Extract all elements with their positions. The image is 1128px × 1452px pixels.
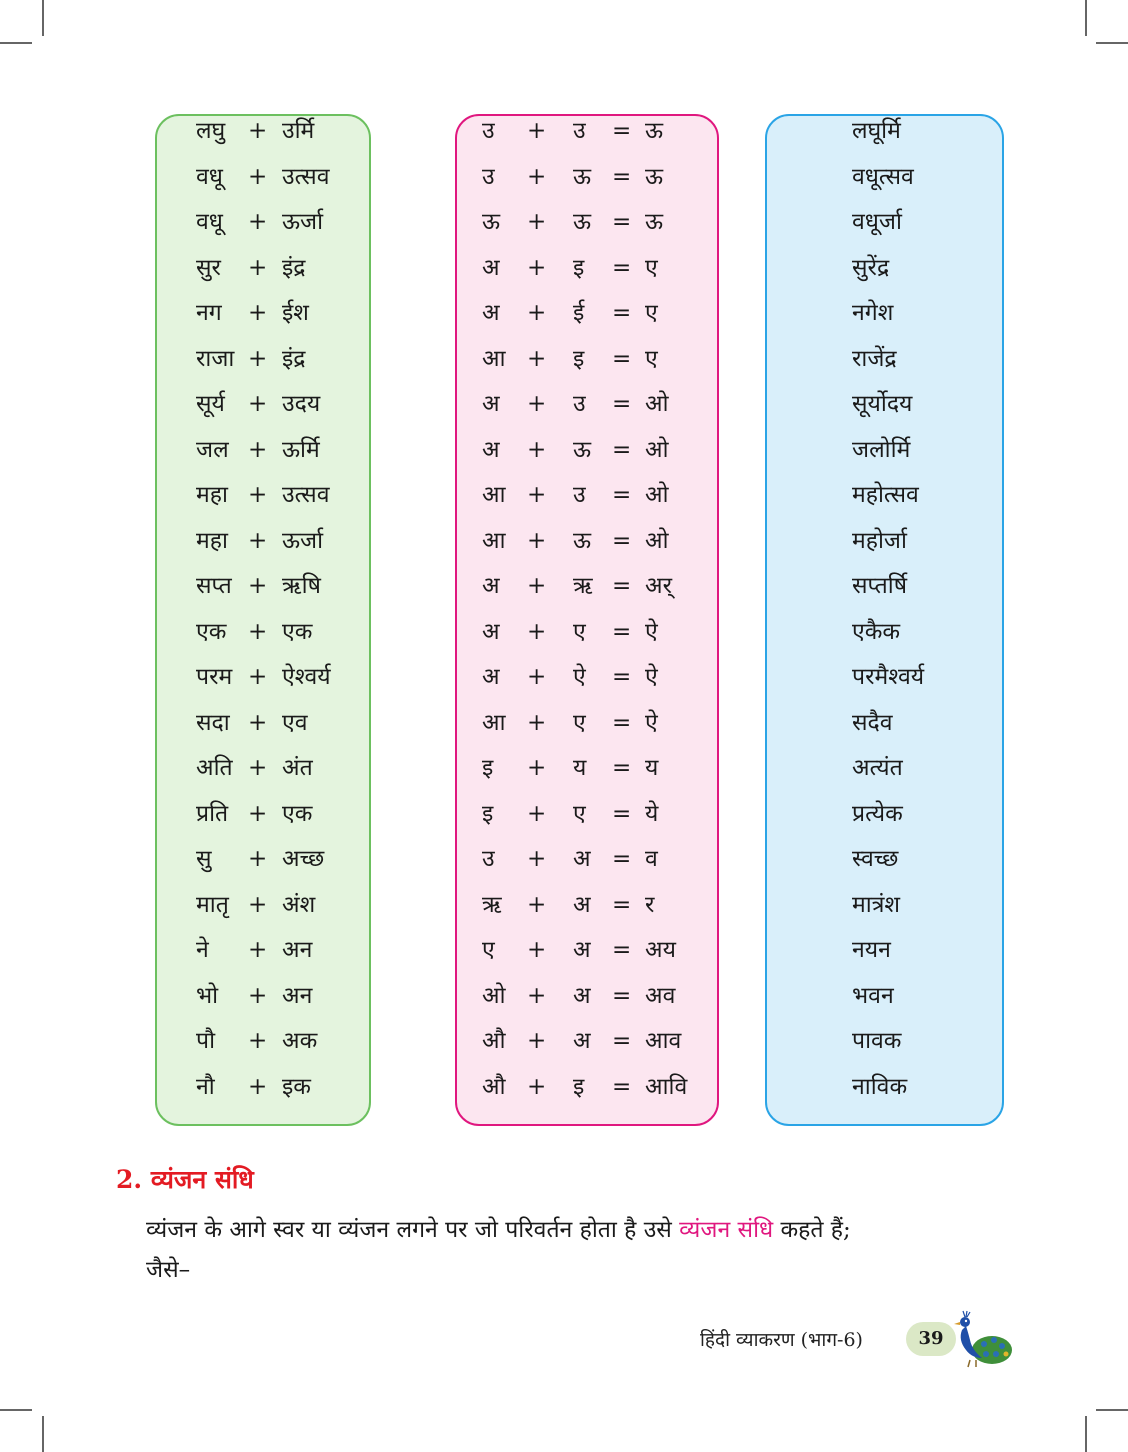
resulting-vowel: ए [645,345,658,372]
first-vowel: आ [482,527,506,554]
book-title: हिंदी व्याकरण (भाग-6) [700,1329,863,1351]
first-word: सु [196,846,212,872]
plus-sign: + [527,937,547,963]
example-label: जैसे– [146,1257,191,1283]
table-row [0,524,1128,570]
second-vowel: इ [573,254,585,281]
second-word: उदय [282,391,321,417]
second-vowel: उ [573,118,586,144]
table-row [0,842,1128,888]
first-word: भो [196,982,219,1009]
plus-sign: + [248,982,268,1009]
resulting-vowel: ऐ [645,664,658,690]
equals-sign: = [612,482,632,508]
first-word: लघु [196,118,226,144]
plus-sign: + [248,800,268,827]
plus-sign: + [527,391,547,417]
section-number: 2. [116,1165,143,1194]
resulting-vowel: ऐ [645,709,658,736]
plus-sign: + [527,982,547,1009]
plus-sign: + [527,163,547,190]
crop-mark [0,1409,32,1411]
highlighted-term: व्यंजन संधि [679,1217,774,1243]
plus-sign: + [527,664,547,690]
result-word: सप्तर्षि [852,573,907,599]
table-row [0,205,1128,251]
plus-sign: + [527,527,547,554]
crop-mark [0,42,32,44]
resulting-vowel: ऐ [645,618,658,645]
second-word: अंश [282,891,316,918]
plus-sign: + [248,254,268,281]
result-word: महोत्सव [852,482,919,508]
equals-sign: = [612,254,632,281]
table-row [0,660,1128,706]
plus-sign: + [527,709,547,736]
plus-sign: + [527,345,547,372]
first-vowel: उ [482,118,495,144]
second-vowel: अ [573,846,591,872]
second-word: उत्सव [282,163,330,190]
plus-sign: + [527,846,547,872]
first-word: सप्त [196,573,232,599]
result-word: प्रत्येक [852,800,903,827]
crop-mark [1096,42,1128,44]
first-vowel: उ [482,163,495,190]
second-word: उर्मि [282,118,315,144]
second-vowel: ए [573,618,586,645]
first-vowel: इ [482,800,494,827]
plus-sign: + [248,618,268,645]
second-vowel: उ [573,482,586,508]
second-word: अन [282,982,313,1009]
first-vowel: आ [482,482,506,508]
page-number: 39 [906,1322,956,1356]
second-word: एक [282,618,313,645]
equals-sign: = [612,846,632,872]
plus-sign: + [527,118,547,144]
table-row [0,251,1128,297]
resulting-vowel: ये [645,800,659,827]
resulting-vowel: ए [645,254,658,281]
section-title: व्यंजन संधि [150,1165,254,1194]
second-vowel: ए [573,709,586,736]
first-word: सदा [196,709,230,736]
first-word: नग [196,300,222,326]
plus-sign: + [527,254,547,281]
second-vowel: ऊ [573,436,592,463]
table-row [0,569,1128,615]
second-vowel: ए [573,800,586,827]
first-word: राजा [196,345,235,372]
crop-mark [42,1416,44,1452]
table-row [0,979,1128,1025]
second-word: इक [282,1073,311,1100]
table-row [0,751,1128,797]
second-word: अक [282,1028,318,1054]
plus-sign: + [527,891,547,918]
section-heading [116,1162,254,1196]
definition-text: व्यंजन के आगे स्वर या व्यंजन लगने पर जो परिवर्तन होता है उसे [146,1217,680,1243]
equals-sign: = [612,891,632,918]
plus-sign: + [248,300,268,326]
second-vowel: ऊ [573,527,592,554]
crop-mark [42,0,44,36]
resulting-vowel: ओ [645,527,669,554]
equals-sign: = [612,163,632,190]
plus-sign: + [527,209,547,235]
crop-mark [1085,1416,1087,1452]
second-vowel: अ [573,937,591,963]
equals-sign: = [612,755,632,781]
plus-sign: + [248,391,268,417]
result-word: सूर्योदय [852,391,913,417]
first-word: वधू [196,163,223,190]
first-vowel: अ [482,573,500,599]
equals-sign: = [612,618,632,645]
resulting-vowel: अव [645,982,676,1009]
plus-sign: + [527,300,547,326]
result-word: नाविक [852,1073,908,1100]
second-word: अच्छ [282,846,325,872]
second-word: ऐश्वर्य [282,664,331,690]
definition-paragraph [146,1210,982,1290]
resulting-vowel: र [645,891,655,918]
plus-sign: + [527,436,547,463]
second-vowel: अ [573,1028,591,1054]
second-word: एक [282,800,313,827]
first-vowel: ए [482,937,495,963]
result-word: अत्यंत [852,755,903,781]
resulting-vowel: ओ [645,391,669,417]
first-word: मातृ [196,891,229,918]
second-vowel: ऊ [573,209,592,235]
first-word: एक [196,618,227,645]
equals-sign: = [612,664,632,690]
plus-sign: + [248,891,268,918]
result-word: परमैश्वर्य [852,664,925,690]
first-word: अति [196,755,233,781]
resulting-vowel: व [645,846,658,872]
equals-sign: = [612,1073,632,1100]
result-word: स्वच्छ [852,846,899,872]
resulting-vowel: ए [645,300,658,326]
first-vowel: औ [482,1073,506,1100]
resulting-vowel: ओ [645,482,669,508]
equals-sign: = [612,1028,632,1054]
table-row [0,433,1128,479]
resulting-vowel: ऊ [645,163,664,190]
plus-sign: + [248,436,268,463]
equals-sign: = [612,391,632,417]
plus-sign: + [248,209,268,235]
plus-sign: + [248,1073,268,1100]
result-word: वधूर्जा [852,209,902,235]
resulting-vowel: ऊ [645,209,664,235]
second-vowel: ऐ [573,664,586,690]
equals-sign: = [612,345,632,372]
first-word: प्रति [196,800,229,827]
first-vowel: ओ [482,982,506,1009]
equals-sign: = [612,709,632,736]
equals-sign: = [612,118,632,144]
plus-sign: + [248,482,268,508]
first-vowel: आ [482,345,506,372]
table-row [0,342,1128,388]
plus-sign: + [527,755,547,781]
second-word: उत्सव [282,482,330,508]
resulting-vowel: ऊ [645,118,664,144]
second-vowel: अ [573,891,591,918]
second-vowel: अ [573,982,591,1009]
equals-sign: = [612,982,632,1009]
equals-sign: = [612,300,632,326]
second-vowel: इ [573,345,585,372]
first-vowel: औ [482,1028,506,1054]
result-word: नगेश [852,300,894,326]
plus-sign: + [248,573,268,599]
first-vowel: अ [482,664,500,690]
equals-sign: = [612,209,632,235]
second-vowel: ई [573,300,585,326]
plus-sign: + [248,709,268,736]
result-word: भवन [852,982,894,1009]
equals-sign: = [612,800,632,827]
result-word: लघूर्मि [852,118,901,144]
plus-sign: + [527,573,547,599]
second-word: इंद्र [282,345,306,372]
resulting-vowel: ओ [645,436,669,463]
table-row [0,933,1128,979]
plus-sign: + [527,1028,547,1054]
second-word: ऋषि [282,573,321,599]
second-word: ईश [282,300,309,326]
equals-sign: = [612,436,632,463]
plus-sign: + [248,846,268,872]
second-vowel: इ [573,1073,585,1100]
table-row [0,615,1128,661]
plus-sign: + [527,1073,547,1100]
table-row [0,1024,1128,1070]
first-vowel: अ [482,391,500,417]
equals-sign: = [612,937,632,963]
peacock-icon [948,1310,1014,1368]
first-word: ने [196,937,209,963]
resulting-vowel: आव [645,1028,682,1054]
result-word: पावक [852,1028,902,1054]
second-word: इंद्र [282,254,306,281]
first-vowel: आ [482,709,506,736]
first-word: नौ [196,1073,215,1100]
second-vowel: उ [573,391,586,417]
plus-sign: + [527,800,547,827]
table-row [0,160,1128,206]
first-vowel: अ [482,254,500,281]
second-vowel: ऋ [573,573,593,599]
plus-sign: + [248,664,268,690]
first-vowel: अ [482,300,500,326]
result-word: सुरेंद्र [852,254,890,281]
table-row [0,888,1128,934]
definition-text-end: कहते हैं; [773,1217,851,1243]
first-word: महा [196,482,228,508]
result-word: राजेंद्र [852,345,897,372]
resulting-vowel: य [645,755,659,781]
second-word: अंत [282,755,313,781]
resulting-vowel: आवि [645,1073,688,1100]
table-row [0,478,1128,524]
table-row [0,387,1128,433]
plus-sign: + [248,345,268,372]
result-word: एकैक [852,618,901,645]
first-vowel: अ [482,436,500,463]
plus-sign: + [248,1028,268,1054]
resulting-vowel: अय [645,937,676,963]
result-word: सदैव [852,709,893,736]
crop-mark [1096,1409,1128,1411]
first-vowel: ऋ [482,891,502,918]
plus-sign: + [248,527,268,554]
result-word: वधूत्सव [852,163,914,190]
first-word: जल [196,436,229,463]
second-word: ऊर्जा [282,209,324,235]
result-word: जलोर्मि [852,436,911,463]
equals-sign: = [612,527,632,554]
plus-sign: + [248,163,268,190]
second-word: ऊर्जा [282,527,324,554]
equals-sign: = [612,573,632,599]
table-row [0,797,1128,843]
resulting-vowel: अर् [645,573,672,599]
first-vowel: इ [482,755,494,781]
plus-sign: + [248,937,268,963]
first-vowel: ऊ [482,209,501,235]
first-word: परम [196,664,233,690]
second-word: ऊर्मि [282,436,320,463]
table-row [0,1070,1128,1116]
table-row [0,296,1128,342]
second-word: अन [282,937,313,963]
first-word: महा [196,527,228,554]
second-vowel: ऊ [573,163,592,190]
first-word: पौ [196,1028,216,1054]
plus-sign: + [248,118,268,144]
table-row [0,114,1128,160]
crop-mark [1085,0,1087,36]
result-word: नयन [852,937,891,963]
result-word: महोर्जा [852,527,907,554]
second-word: एव [282,709,308,736]
result-word: मात्रंश [852,891,901,918]
second-vowel: य [573,755,587,781]
first-vowel: उ [482,846,495,872]
plus-sign: + [527,618,547,645]
plus-sign: + [527,482,547,508]
first-word: सूर्य [196,391,225,417]
first-word: सुर [196,254,221,281]
first-vowel: अ [482,618,500,645]
first-word: वधू [196,209,223,235]
table-row [0,706,1128,752]
plus-sign: + [248,755,268,781]
